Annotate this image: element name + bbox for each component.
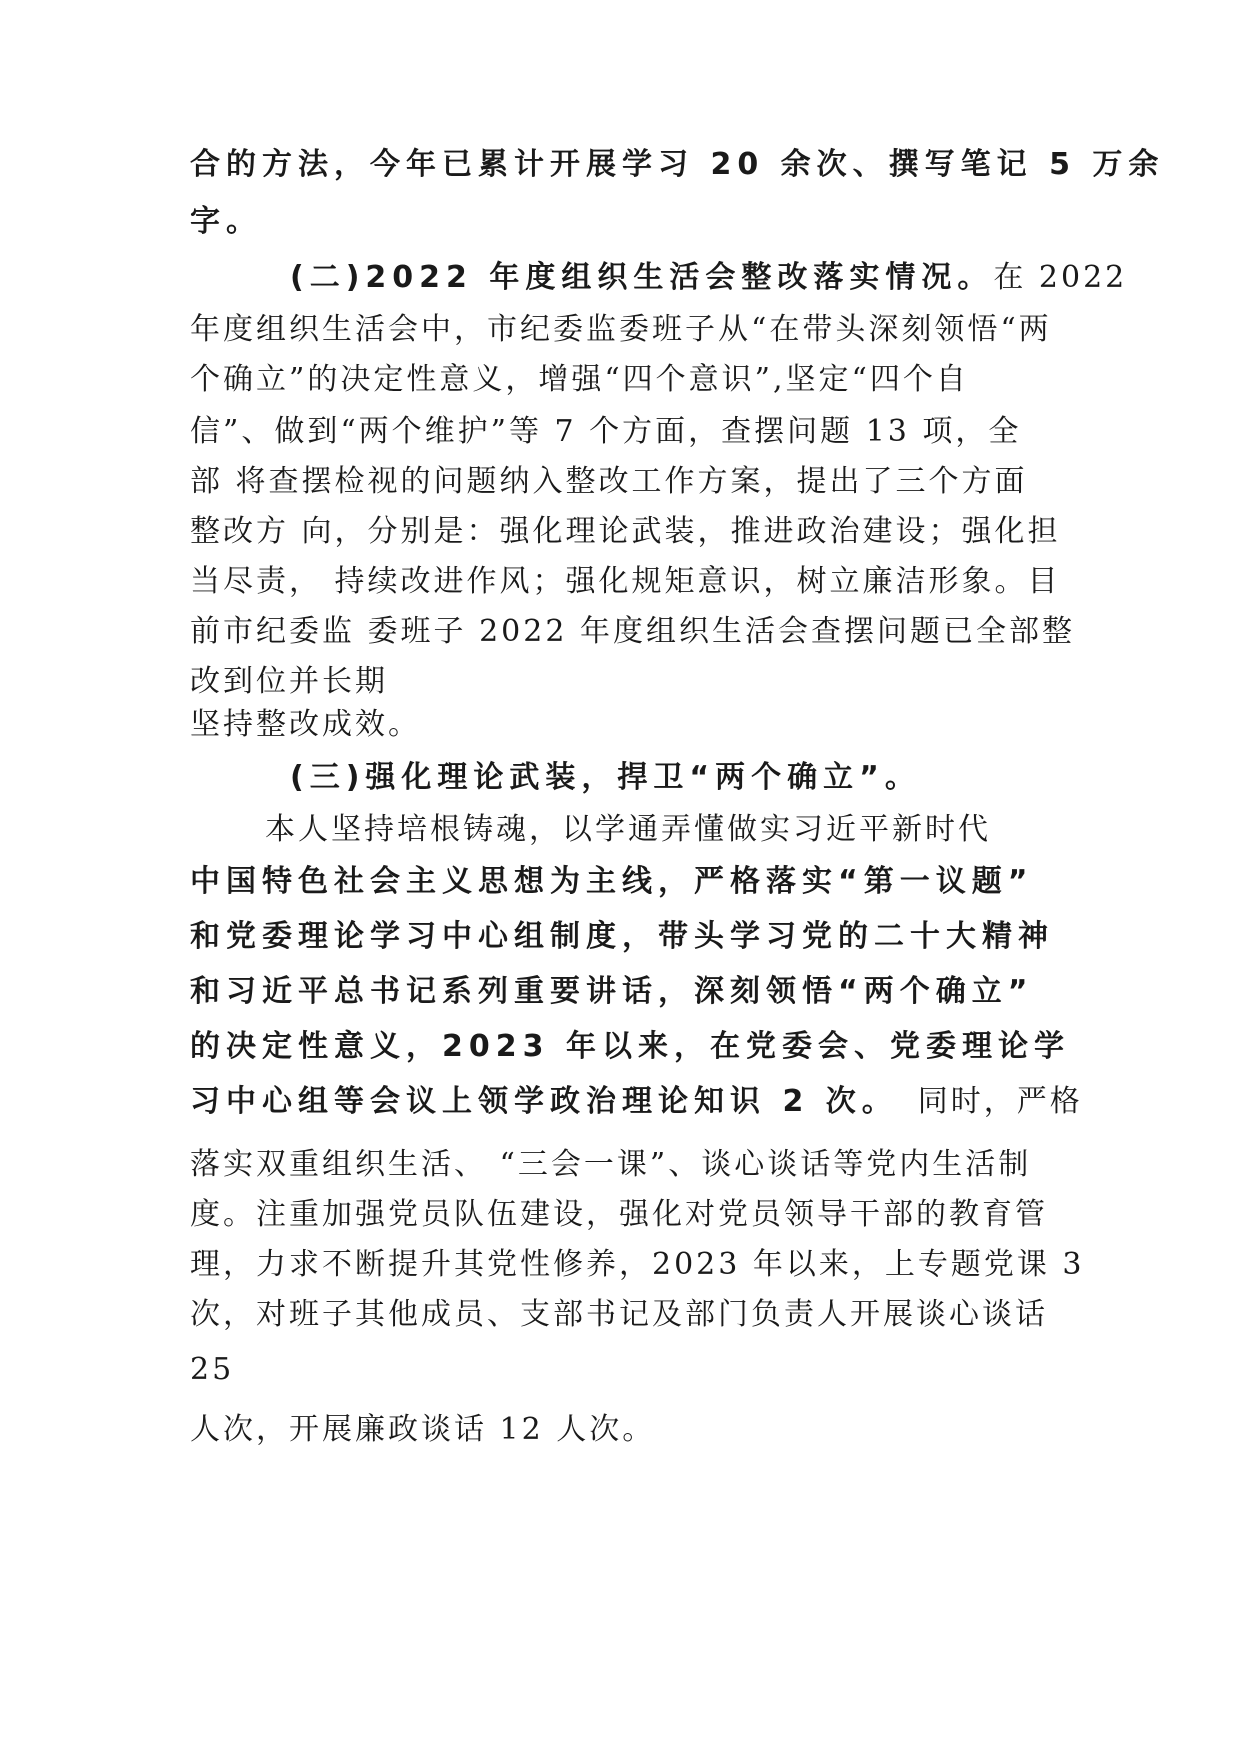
paragraph-line: 坚持整改成效。 <box>190 707 421 742</box>
paragraph-line: 25 <box>190 1352 235 1387</box>
paragraph-line: 当尽责， 持续改进作风；强化规矩意识，树立廉洁形象。目 <box>190 564 1061 599</box>
paragraph-line: 次，对班子其他成员、支部书记及部门负责人开展谈心谈话 <box>190 1297 1048 1332</box>
paragraph-line: 信”、做到“两个维护”等 7 个方面，查摆问题 13 项，全 <box>190 414 1022 449</box>
paragraph-line: 部 将查摆检视的问题纳入整改工作方案，提出了三个方面 <box>190 464 1028 499</box>
paragraph-line: 年度组织生活会中，市纪委监委班子从“在带头深刻领悟“两 <box>190 312 1052 347</box>
paragraph-line: 度。注重加强党员队伍建设，强化对党员领导干部的教育管 <box>190 1197 1048 1232</box>
paragraph-line: 的决定性意义，2023 年以来，在党委会、党委理论学 <box>190 1029 1070 1064</box>
paragraph-line: 和习近平总书记系列重要讲话，深刻领悟“两个确立” <box>190 974 1034 1009</box>
section-heading-2 <box>290 258 1127 298</box>
heading-continuation: 在 2022 <box>993 260 1128 295</box>
normal-segment: 同时，严格 <box>917 1084 1083 1119</box>
heading-text: (二)2022 年度组织生活会整改落实情况。 <box>290 260 994 295</box>
paragraph-line: 合的方法，今年已累计开展学习 20 余次、撰写笔记 5 万余 <box>190 147 1165 182</box>
paragraph-line-mixed <box>190 1082 1083 1122</box>
paragraph-line: 理，力求不断提升其党性修养，2023 年以来，上专题党课 3 <box>190 1247 1085 1282</box>
paragraph-line: 整改方 向，分别是：强化理论武装，推进政治建设；强化担 <box>190 514 1061 549</box>
paragraph-line: 字。 <box>190 204 262 239</box>
paragraph-line: 个确立”的决定性意义，增强“四个意识”,坚定“四个自 <box>190 362 969 397</box>
paragraph-line: 本人坚持培根铸魂，以学通弄懂做实习近平新时代 <box>265 812 991 847</box>
paragraph-line: 前市纪委监 委班子 2022 年度组织生活会查摆问题已全部整 <box>190 614 1075 649</box>
paragraph-line: 改到位并长期 <box>190 664 388 699</box>
bold-segment: 习中心组等会议上领学政治理论知识 2 次。 <box>190 1084 898 1119</box>
paragraph-line: 中国特色社会主义思想为主线，严格落实“第一议题” <box>190 864 1034 899</box>
paragraph-line: 和党委理论学习中心组制度，带头学习党的二十大精神 <box>190 919 1054 954</box>
paragraph-line: 人次，开展廉政谈话 12 人次。 <box>190 1412 656 1447</box>
paragraph-line: 落实双重组织生活、 “三会一课”、谈心谈话等党内生活制 <box>190 1147 1032 1182</box>
section-heading-3: (三)强化理论武装，捍卫“两个确立”。 <box>290 760 921 795</box>
